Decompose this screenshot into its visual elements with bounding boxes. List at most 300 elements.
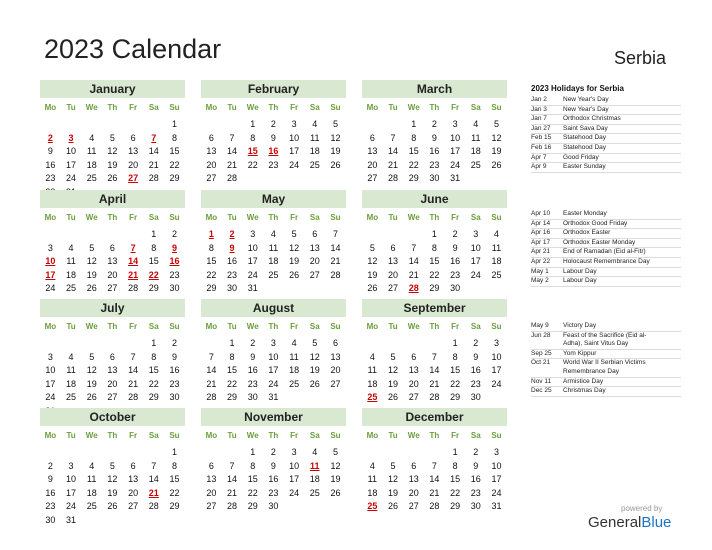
day-cell: 2 bbox=[431, 119, 437, 129]
day-cell: 28 bbox=[206, 392, 217, 402]
day-cell: 5 bbox=[109, 460, 115, 471]
day-cell: 16 bbox=[470, 365, 481, 375]
empty-day-cell bbox=[403, 337, 424, 351]
empty-day-cell bbox=[362, 228, 383, 242]
holiday-name: Statehood Day bbox=[563, 134, 607, 142]
empty-day-cell bbox=[284, 391, 305, 405]
day-cell: 19 bbox=[86, 269, 97, 280]
day-cell: 16 bbox=[450, 256, 461, 266]
day-cell: 2 bbox=[47, 460, 53, 471]
day-cell: 14 bbox=[206, 365, 217, 375]
holiday-row bbox=[531, 134, 681, 144]
holiday-row bbox=[531, 322, 681, 332]
day-cell: 30 bbox=[247, 392, 258, 402]
day-cell: 13 bbox=[330, 351, 341, 362]
day-cell: 24 bbox=[247, 269, 258, 280]
day-cell: 23 bbox=[268, 487, 279, 498]
day-grid bbox=[40, 228, 185, 296]
weekday-label: Fr bbox=[451, 103, 460, 112]
day-cell: 18 bbox=[66, 269, 77, 280]
holiday-group bbox=[531, 210, 681, 287]
weekday-label: Sa bbox=[309, 213, 320, 222]
holiday-row bbox=[531, 258, 681, 268]
day-cell: 22 bbox=[450, 378, 461, 389]
day-cell: 11 bbox=[491, 242, 502, 253]
day-cell: 27 bbox=[107, 283, 118, 293]
weekday-label: We bbox=[246, 213, 259, 222]
day-cell: 8 bbox=[151, 351, 157, 362]
day-cell: 1 bbox=[411, 119, 417, 129]
empty-day-cell bbox=[325, 391, 346, 405]
day-cell: 5 bbox=[390, 460, 396, 471]
day-cell: 23 bbox=[470, 487, 481, 498]
day-cell: 26 bbox=[86, 283, 97, 293]
day-cell: 1 bbox=[171, 119, 177, 129]
day-cell: 9 bbox=[47, 146, 53, 156]
day-cell: 18 bbox=[309, 146, 320, 156]
holiday-name: Statehood Day bbox=[563, 143, 607, 151]
holiday-date: Apr 9 bbox=[531, 163, 547, 171]
weekday-header bbox=[362, 428, 507, 444]
day-cell: 12 bbox=[86, 365, 97, 375]
day-cell: 4 bbox=[369, 351, 375, 362]
day-cell: 24 bbox=[45, 283, 56, 293]
holiday-name: Victory Day bbox=[563, 322, 597, 329]
day-cell: 26 bbox=[367, 283, 378, 293]
weekday-label: We bbox=[246, 431, 259, 440]
day-cell: 26 bbox=[309, 378, 320, 389]
day-cell: 25 bbox=[66, 392, 77, 402]
empty-day-cell bbox=[304, 500, 325, 514]
empty-day-cell bbox=[222, 118, 243, 132]
day-cell: 21 bbox=[128, 378, 139, 389]
day-cell: 14 bbox=[148, 146, 159, 156]
day-cell: 18 bbox=[268, 256, 279, 266]
holiday-row bbox=[531, 210, 681, 220]
weekday-label: Mo bbox=[205, 103, 218, 112]
day-cell: 17 bbox=[470, 256, 481, 266]
day-cell: 10 bbox=[289, 460, 300, 471]
empty-day-cell bbox=[263, 282, 284, 296]
holiday-day-cell: 2 bbox=[229, 229, 235, 239]
weekday-label: Th bbox=[268, 322, 279, 331]
holiday-day-cell: 3 bbox=[68, 132, 74, 143]
day-cell: 1 bbox=[151, 338, 157, 348]
day-cell: 23 bbox=[45, 173, 56, 183]
day-cell: 19 bbox=[86, 378, 97, 389]
day-cell: 20 bbox=[206, 487, 217, 498]
day-cell: 8 bbox=[452, 460, 458, 471]
weekday-label: Su bbox=[491, 103, 502, 112]
day-cell: 6 bbox=[109, 351, 115, 362]
day-cell: 16 bbox=[45, 487, 56, 498]
day-cell: 9 bbox=[270, 132, 276, 143]
weekday-label: Mo bbox=[366, 431, 379, 440]
page-title: 2023 Calendar bbox=[44, 34, 222, 64]
day-cell: 4 bbox=[312, 447, 318, 457]
day-cell: 28 bbox=[128, 392, 139, 402]
weekday-label: Sa bbox=[470, 213, 481, 222]
day-cell: 1 bbox=[250, 447, 256, 457]
day-cell: 10 bbox=[289, 132, 300, 143]
empty-day-cell bbox=[81, 228, 102, 242]
day-cell: 21 bbox=[408, 269, 419, 280]
weekday-label: Mo bbox=[205, 322, 218, 331]
empty-day-cell bbox=[81, 118, 102, 132]
day-cell: 21 bbox=[148, 159, 159, 170]
day-cell: 11 bbox=[268, 242, 279, 253]
day-cell: 30 bbox=[450, 283, 461, 293]
empty-day-cell bbox=[242, 172, 263, 186]
weekday-label: Fr bbox=[129, 322, 138, 331]
month-name: September bbox=[362, 299, 507, 317]
empty-day-cell bbox=[201, 446, 222, 460]
day-cell: 28 bbox=[429, 501, 440, 511]
day-cell: 19 bbox=[491, 146, 502, 156]
day-grid bbox=[362, 337, 507, 405]
day-cell: 14 bbox=[388, 146, 399, 156]
day-cell: 31 bbox=[491, 501, 502, 511]
day-cell: 2 bbox=[250, 338, 256, 348]
weekday-label: Sa bbox=[309, 103, 320, 112]
weekday-label: Fr bbox=[129, 431, 138, 440]
day-cell: 11 bbox=[87, 146, 97, 156]
empty-day-cell bbox=[40, 118, 61, 132]
holiday-name: Easter Monday bbox=[563, 210, 607, 217]
day-cell: 6 bbox=[312, 229, 318, 239]
day-cell: 2 bbox=[171, 229, 177, 239]
day-cell: 19 bbox=[388, 487, 399, 498]
empty-day-cell bbox=[304, 282, 325, 296]
generalblue-logo[interactable] bbox=[588, 514, 671, 531]
day-cell: 8 bbox=[171, 460, 177, 471]
day-cell: 5 bbox=[291, 229, 297, 239]
weekday-label: Fr bbox=[290, 103, 299, 112]
day-cell: 2 bbox=[452, 229, 458, 239]
day-cell: 21 bbox=[227, 159, 238, 170]
day-cell: 22 bbox=[247, 159, 258, 170]
holiday-day-cell: 7 bbox=[130, 242, 136, 253]
day-cell: 9 bbox=[270, 460, 276, 471]
day-cell: 29 bbox=[429, 283, 440, 293]
day-cell: 10 bbox=[491, 460, 502, 471]
empty-day-cell bbox=[383, 228, 404, 242]
day-cell: 24 bbox=[268, 378, 279, 389]
weekday-label: We bbox=[85, 322, 98, 331]
day-cell: 21 bbox=[388, 159, 399, 170]
day-cell: 20 bbox=[309, 256, 320, 266]
day-cell: 24 bbox=[289, 159, 300, 170]
holiday-row bbox=[531, 359, 681, 368]
holiday-group bbox=[531, 84, 681, 173]
weekday-label: Fr bbox=[129, 213, 138, 222]
holiday-name: End of Ramadan (Eid al-Fitr) bbox=[563, 248, 646, 256]
day-cell: 2 bbox=[270, 119, 276, 129]
day-cell: 1 bbox=[452, 447, 458, 457]
empty-day-cell bbox=[403, 446, 424, 460]
day-cell: 29 bbox=[169, 501, 180, 511]
holiday-row bbox=[531, 163, 681, 173]
weekday-label: Sa bbox=[470, 103, 481, 112]
day-cell: 15 bbox=[148, 365, 159, 375]
day-cell: 11 bbox=[87, 474, 97, 484]
day-cell: 18 bbox=[86, 159, 97, 170]
holiday-row bbox=[531, 144, 681, 154]
holiday-name: Orthodox Easter Monday bbox=[563, 238, 636, 246]
day-cell: 8 bbox=[171, 132, 177, 143]
day-grid bbox=[362, 118, 507, 186]
day-cell: 13 bbox=[367, 146, 378, 156]
empty-day-cell bbox=[201, 118, 222, 132]
weekday-label: Su bbox=[169, 213, 180, 222]
empty-day-cell bbox=[102, 118, 123, 132]
month-name: December bbox=[362, 408, 507, 426]
weekday-label: Tu bbox=[227, 322, 237, 331]
day-cell: 17 bbox=[289, 146, 300, 156]
day-cell: 13 bbox=[408, 474, 419, 484]
brand-blue: Blue bbox=[641, 514, 672, 531]
day-cell: 19 bbox=[309, 365, 320, 375]
empty-day-cell bbox=[222, 446, 243, 460]
holiday-row bbox=[531, 239, 681, 249]
day-cell: 15 bbox=[206, 256, 217, 266]
day-cell: 17 bbox=[491, 474, 502, 484]
day-cell: 20 bbox=[206, 159, 217, 170]
day-cell: 29 bbox=[450, 392, 461, 402]
day-cell: 30 bbox=[470, 392, 481, 402]
holiday-name: Adha), Saint Vitus Day bbox=[563, 340, 629, 348]
day-cell: 25 bbox=[491, 269, 502, 280]
day-cell: 17 bbox=[66, 159, 77, 170]
day-cell: 19 bbox=[367, 269, 378, 280]
holiday-date: Jan 7 bbox=[531, 115, 547, 123]
day-cell: 7 bbox=[431, 351, 437, 362]
day-cell: 21 bbox=[206, 378, 217, 389]
holiday-date: Nov 11 bbox=[531, 377, 552, 385]
month-october bbox=[40, 408, 185, 527]
empty-day-cell bbox=[143, 514, 164, 528]
day-cell: 8 bbox=[250, 460, 256, 471]
day-cell: 17 bbox=[45, 378, 56, 389]
holiday-row bbox=[531, 268, 681, 278]
day-cell: 3 bbox=[291, 447, 297, 457]
day-cell: 23 bbox=[247, 378, 258, 389]
empty-day-cell bbox=[123, 337, 144, 351]
weekday-label: Tu bbox=[388, 431, 398, 440]
day-cell: 18 bbox=[367, 378, 378, 389]
day-cell: 9 bbox=[473, 460, 479, 471]
day-cell: 30 bbox=[429, 173, 440, 183]
weekday-label: Sa bbox=[148, 322, 159, 331]
day-cell: 9 bbox=[473, 351, 479, 362]
weekday-label: Sa bbox=[148, 431, 159, 440]
day-cell: 3 bbox=[493, 338, 499, 348]
holiday-date: Jun 28 bbox=[531, 331, 551, 339]
holiday-day-cell: 21 bbox=[148, 487, 159, 498]
weekday-label: We bbox=[407, 103, 420, 112]
empty-day-cell bbox=[424, 337, 445, 351]
day-cell: 25 bbox=[66, 283, 77, 293]
weekday-label: Fr bbox=[290, 213, 299, 222]
day-cell: 10 bbox=[45, 365, 56, 375]
holiday-day-cell: 16 bbox=[268, 146, 279, 156]
month-name: October bbox=[40, 408, 185, 426]
day-cell: 26 bbox=[86, 392, 97, 402]
day-cell: 6 bbox=[390, 242, 396, 253]
weekday-label: We bbox=[85, 431, 98, 440]
day-cell: 15 bbox=[408, 146, 419, 156]
day-cell: 15 bbox=[247, 474, 258, 484]
month-name: April bbox=[40, 190, 185, 208]
day-cell: 27 bbox=[206, 173, 217, 183]
day-cell: 12 bbox=[107, 474, 118, 484]
day-cell: 1 bbox=[229, 338, 235, 348]
day-cell: 6 bbox=[332, 338, 338, 348]
holiday-name: Armistice Day bbox=[563, 377, 604, 385]
day-cell: 22 bbox=[450, 487, 461, 498]
weekday-label: Th bbox=[268, 213, 279, 222]
day-cell: 5 bbox=[89, 351, 95, 362]
day-cell: 13 bbox=[128, 474, 139, 484]
weekday-label: Tu bbox=[227, 213, 237, 222]
day-cell: 25 bbox=[309, 487, 320, 498]
day-cell: 17 bbox=[247, 256, 258, 266]
empty-day-cell bbox=[40, 228, 61, 242]
month-name: February bbox=[201, 80, 346, 98]
weekday-label: We bbox=[85, 103, 98, 112]
weekday-label: Fr bbox=[129, 103, 138, 112]
month-january bbox=[40, 80, 185, 199]
day-cell: 16 bbox=[470, 474, 481, 484]
holiday-row bbox=[531, 248, 681, 258]
empty-day-cell bbox=[123, 446, 144, 460]
day-cell: 12 bbox=[388, 365, 399, 375]
day-cell: 14 bbox=[330, 242, 341, 253]
day-cell: 26 bbox=[388, 392, 399, 402]
holiday-row bbox=[531, 350, 681, 360]
day-cell: 4 bbox=[291, 338, 297, 348]
day-cell: 3 bbox=[68, 460, 74, 471]
day-cell: 20 bbox=[107, 269, 118, 280]
day-cell: 21 bbox=[429, 378, 440, 389]
month-april bbox=[40, 190, 185, 296]
weekday-label: Fr bbox=[451, 213, 460, 222]
day-cell: 24 bbox=[450, 159, 461, 170]
day-cell: 10 bbox=[450, 132, 461, 143]
holiday-day-cell: 21 bbox=[128, 269, 139, 280]
weekday-header bbox=[362, 100, 507, 116]
month-september bbox=[362, 299, 507, 405]
day-cell: 5 bbox=[493, 119, 499, 129]
holiday-day-cell: 2 bbox=[47, 132, 53, 143]
holiday-date: Apr 14 bbox=[531, 219, 551, 227]
holiday-day-cell: 10 bbox=[45, 256, 56, 266]
weekday-label: Mo bbox=[366, 103, 379, 112]
day-cell: 20 bbox=[408, 378, 419, 389]
weekday-header bbox=[201, 319, 346, 335]
weekday-label: Mo bbox=[44, 322, 57, 331]
holiday-name: Orthodox Christmas bbox=[563, 115, 621, 123]
day-cell: 29 bbox=[408, 173, 419, 183]
day-cell: 24 bbox=[289, 487, 300, 498]
day-cell: 1 bbox=[171, 447, 177, 457]
day-cell: 21 bbox=[429, 487, 440, 498]
day-cell: 15 bbox=[148, 256, 159, 266]
day-grid bbox=[362, 228, 507, 296]
day-cell: 2 bbox=[270, 447, 276, 457]
day-cell: 4 bbox=[89, 132, 95, 143]
day-cell: 1 bbox=[452, 338, 458, 348]
empty-day-cell bbox=[284, 282, 305, 296]
holiday-row bbox=[531, 368, 681, 378]
day-cell: 11 bbox=[310, 132, 320, 143]
weekday-label: Th bbox=[429, 103, 440, 112]
holiday-row bbox=[531, 340, 681, 350]
day-cell: 23 bbox=[227, 269, 238, 280]
day-cell: 9 bbox=[47, 474, 53, 484]
holiday-day-cell: 7 bbox=[151, 132, 157, 143]
weekday-label: Mo bbox=[205, 431, 218, 440]
day-cell: 1 bbox=[250, 119, 256, 129]
weekday-label: Tu bbox=[388, 322, 398, 331]
day-cell: 6 bbox=[109, 242, 115, 253]
day-cell: 19 bbox=[107, 487, 118, 498]
day-cell: 7 bbox=[130, 351, 136, 362]
holiday-date: Feb 16 bbox=[531, 143, 552, 151]
day-cell: 29 bbox=[169, 173, 180, 183]
weekday-label: Fr bbox=[290, 431, 299, 440]
day-cell: 25 bbox=[470, 159, 481, 170]
day-cell: 7 bbox=[332, 229, 338, 239]
weekday-label: Th bbox=[107, 431, 118, 440]
day-cell: 24 bbox=[66, 173, 77, 183]
day-cell: 11 bbox=[367, 365, 378, 375]
holiday-name: New Year's Day bbox=[563, 105, 609, 113]
day-cell: 17 bbox=[491, 365, 502, 375]
day-cell: 22 bbox=[408, 159, 419, 170]
day-cell: 3 bbox=[270, 338, 276, 348]
weekday-label: Su bbox=[330, 322, 341, 331]
day-cell: 30 bbox=[227, 283, 238, 293]
day-cell: 17 bbox=[268, 365, 279, 375]
day-cell: 10 bbox=[491, 351, 502, 362]
weekday-label: Tu bbox=[66, 431, 76, 440]
holiday-date: Jan 2 bbox=[531, 96, 547, 103]
empty-day-cell bbox=[263, 172, 284, 186]
month-may bbox=[201, 190, 346, 296]
day-cell: 8 bbox=[229, 351, 235, 362]
day-cell: 25 bbox=[309, 159, 320, 170]
weekday-label: Tu bbox=[388, 213, 398, 222]
empty-day-cell bbox=[383, 337, 404, 351]
day-cell: 4 bbox=[312, 119, 318, 129]
day-cell: 7 bbox=[208, 351, 214, 362]
weekday-label: Su bbox=[491, 213, 502, 222]
day-cell: 18 bbox=[309, 474, 320, 484]
day-cell: 25 bbox=[289, 378, 300, 389]
day-cell: 7 bbox=[229, 460, 235, 471]
day-cell: 7 bbox=[151, 460, 157, 471]
day-cell: 5 bbox=[369, 242, 375, 253]
day-cell: 14 bbox=[227, 146, 238, 156]
day-cell: 6 bbox=[208, 460, 214, 471]
weekday-header bbox=[362, 210, 507, 226]
day-cell: 22 bbox=[169, 487, 180, 498]
holiday-day-cell: 27 bbox=[128, 173, 139, 183]
weekday-label: Th bbox=[107, 213, 118, 222]
day-cell: 12 bbox=[330, 460, 341, 471]
day-cell: 28 bbox=[227, 501, 238, 511]
